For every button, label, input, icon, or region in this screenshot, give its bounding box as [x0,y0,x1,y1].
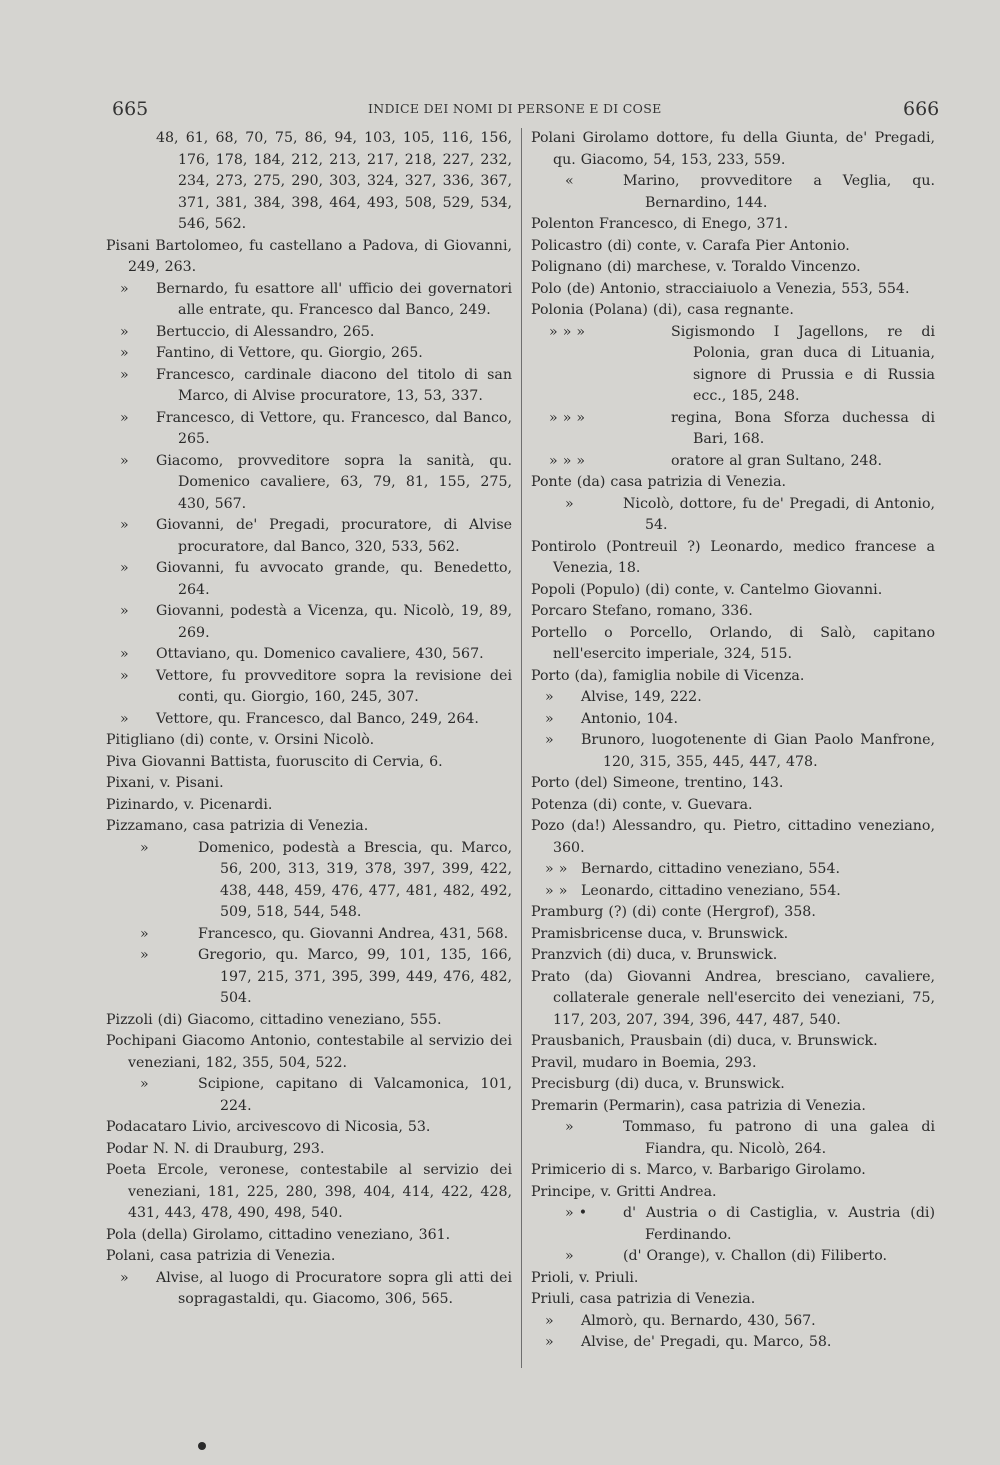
index-entry [106,924,512,946]
entry-text: Vettore, fu provveditore sopra la revisione dei conti, qu. Giorgio, 160, 245, 307. [156,667,512,705]
entry-text: Alvise, 149, 222. [581,689,702,705]
index-entry [106,709,512,731]
index-entry [531,408,935,451]
ditto-mark: » [565,1248,574,1264]
entry-text: Pramburg (?) (di) conte (Hergrof), 358. [531,904,816,920]
ditto-mark: » [120,710,129,727]
entry-text: Pizzamano, casa patrizia di Venezia. [106,818,369,834]
entry-text: Pontirolo (Pontreuil ?) Leonardo, medico francese a Venezia, 18. [531,538,935,576]
entry-text: Precisburg (di) duca, v. Brunswick. [531,1076,785,1092]
index-entry [531,1031,935,1053]
index-entry [106,408,512,451]
ditto-mark: » [545,710,554,727]
index-entry [106,1160,512,1225]
index-entry [531,451,935,473]
index-entry [531,322,935,408]
index-entry [106,451,512,516]
index-entry [106,1225,512,1247]
entry-text: Tommaso, fu patrono di una galea di Fiandra, qu. Nicolò, 264. [623,1119,935,1157]
ditto-mark: » [120,560,129,576]
entry-text: Piva Giovanni Battista, fuoruscito di Cervia, 6. [106,753,443,770]
entry-text: Policastro (di) conte, v. Carafa Pier Antonio. [531,237,850,254]
entry-text: Porto (da), famiglia nobile di Vicenza. [531,667,805,684]
entry-text: Portello o Porcello, Orlando, di Salò, capitano nell'esercito imperiale, 324, 515. [531,624,935,662]
index-entry [531,730,935,773]
index-entry [106,1117,512,1139]
entry-text: Vettore, qu. Francesco, dal Banco, 249, 264. [156,710,479,727]
entry-text: Alvise, de' Pregadi, qu. Marco, 58. [581,1334,832,1350]
index-entry [531,537,935,580]
index-entry [106,666,512,709]
entry-text: Polani Girolamo dottore, fu della Giunta, de' Pregadi, qu. Giacomo, 54, 153, 233, 559. [531,130,935,168]
index-entry [106,773,512,795]
ditto-mark: » [120,603,129,619]
index-entry [531,1182,935,1204]
index-entry [531,666,935,688]
entry-text: Leonardo, cittadino veneziano, 554. [581,882,841,899]
entry-text: Pizzoli (di) Giacomo, cittadino veneziano, 555. [106,1011,442,1028]
index-entry [531,859,935,881]
index-entry [531,257,935,279]
entry-text: Alvise, al luogo di Procuratore sopra gli atti dei sopragastaldi, qu. Giacomo, 306, 565. [156,1269,512,1307]
index-entry [106,795,512,817]
entry-text: regina, Bona Sforza duchessa di Bari, 168. [671,409,935,447]
index-entry [106,322,512,344]
index-entry [531,128,935,171]
entry-text: Almorò, qu. Bernardo, 430, 567. [581,1312,816,1329]
entry-text: Pravil, mudaro in Boemia, 293. [531,1054,757,1071]
index-entry [106,945,512,1010]
index-entry [106,128,512,236]
entry-text: Brunoro, luogotenente di Gian Paolo Manfrone, 120, 315, 355, 445, 447, 478. [581,732,935,770]
entry-text: Poeta Ercole, veronese, contestabile al servizio dei veneziani, 181, 225, 280, 398, 404, 414, 422, 428, 431, 443, 478, 490, 498, 540. [106,1162,512,1221]
index-entry [106,1139,512,1161]
ditto-mark: « [565,173,574,189]
entry-text: Pisani Bartolomeo, fu castellano a Padova, di Giovanni, 249, 263. [106,237,512,275]
entry-text: Giovanni, fu avvocato grande, qu. Benedetto, 264. [156,560,512,598]
index-entry [531,709,935,731]
index-entry [106,644,512,666]
index-entry [106,1031,512,1074]
right-index-column [531,128,935,1354]
index-entry [531,1289,935,1311]
entry-text: Sigismondo I Jagellons, re di Polonia, gran duca di Lituania, signore di Prussia e di Russia ecc., 185, 248. [671,323,935,404]
index-entry [531,1268,935,1290]
index-entry [531,1203,935,1246]
index-entry [531,300,935,322]
ditto-mark: » [545,1334,554,1350]
ditto-mark: » [140,839,149,856]
index-entry [531,1332,935,1354]
index-entry [531,1053,935,1075]
index-entry [531,1117,935,1160]
index-entry [531,773,935,795]
ditto-mark: » [545,689,554,705]
index-entry [106,1010,512,1032]
ditto-mark: » [140,947,149,963]
entry-text: Pozo (da!) Alessandro, qu. Pietro, cittadino veneziano, 360. [531,818,935,856]
entry-text: Prato (da) Giovanni Andrea, bresciano, cavaliere, collaterale generale nell'esercito dei veneziani, 75, 117, 203, 207, 394, 396, 447, 487, 540. [531,968,935,1028]
index-entry [531,967,935,1032]
entry-text: Bernardo, cittadino veneziano, 554. [581,861,840,877]
entry-text: Pizinardo, v. Picenardi. [106,796,273,813]
index-entry [531,924,935,946]
index-entry [531,214,935,236]
index-entry [531,494,935,537]
entry-text: oratore al gran Sultano, 248. [671,452,883,469]
ditto-mark: » [545,1312,554,1329]
index-entry [106,1246,512,1268]
index-entry [106,1074,512,1117]
entry-text: Potenza (di) conte, v. Guevara. [531,796,753,813]
entry-text: Francesco, di Vettore, qu. Francesco, dal Banco, 265. [156,409,512,447]
entry-text: Porcaro Stefano, romano, 336. [531,603,753,619]
column-divider [521,128,522,1368]
index-entry [531,580,935,602]
entry-text: d' Austria o di Castiglia, v. Austria (di) Ferdinando. [623,1205,935,1243]
left-index-column [106,128,512,1311]
index-entry [531,472,935,494]
ditto-mark: » [120,366,129,383]
ditto-mark: » [120,646,129,662]
index-entry [531,1074,935,1096]
entry-text: Popoli (Populo) (di) conte, v. Cantelmo Giovanni. [531,581,883,598]
entry-text: Polonia (Polana) (di), casa regnante. [531,302,794,318]
entry-text: Prioli, v. Priuli. [531,1269,639,1286]
index-entry [106,365,512,408]
index-entry [106,558,512,601]
entry-text: 48, 61, 68, 70, 75, 86, 94, 103, 105, 116, 156, 176, 178, 184, 212, 213, 217, 218, 227, 232, 234, 273, 275, 290, 303, 324, 327, 336, 367, 371, 381, 384, 398, 464, 493, 508, 529, 534, 546, 562. [156,130,512,232]
entry-text: Pixani, v. Pisani. [106,775,224,791]
ditto-mark: » » » [549,323,586,340]
entry-text: Podar N. N. di Drauburg, 293. [106,1140,325,1157]
entry-text: Ottaviano, qu. Domenico cavaliere, 430, 567. [156,646,484,662]
index-entry [106,1268,512,1311]
ditto-mark: » [140,1076,149,1092]
entry-text: Nicolò, dottore, fu de' Pregadi, di Antonio, 54. [623,495,935,533]
ditto-mark: » [120,452,129,469]
index-entry [531,279,935,301]
entry-text: Bernardo, fu esattore all' ufficio dei governatori alle entrate, qu. Francesco dal Banco, 249. [156,280,512,318]
index-entry [106,279,512,322]
index-entry [531,795,935,817]
right-page-number: 666 [903,98,940,120]
ditto-mark: » » » [549,409,586,426]
entry-text: Domenico, podestà a Brescia, qu. Marco, 56, 200, 313, 319, 378, 397, 399, 422, 438, 448, 459, 476, 477, 481, 482, 492, 509, 518, 544, 548. [198,839,512,920]
entry-text: Pranzvich (di) duca, v. Brunswick. [531,947,778,963]
index-entry [531,687,935,709]
index-entry [106,601,512,644]
index-entry [106,816,512,838]
ditto-mark: » [120,1269,129,1286]
entry-text: Premarin (Permarin), casa patrizia di Venezia. [531,1097,866,1114]
ditto-mark: » [120,280,129,297]
entry-text: Prausbanich, Prausbain (di) duca, v. Brunswick. [531,1033,878,1049]
ditto-mark: » » [545,861,568,877]
entry-text: Antonio, 104. [581,710,678,727]
ditto-mark: » » » [549,452,586,469]
entry-text: Primicerio di s. Marco, v. Barbarigo Girolamo. [531,1162,866,1178]
entry-text: Bertuccio, di Alessandro, 265. [156,323,375,340]
entry-text: Polani, casa patrizia di Venezia. [106,1248,336,1264]
entry-text: Giovanni, podestà a Vicenza, qu. Nicolò, 19, 89, 269. [156,603,512,641]
ditto-mark: » [140,925,149,942]
index-entry [106,752,512,774]
index-entry [531,171,935,214]
ditto-mark: » [565,495,574,512]
index-entry [531,623,935,666]
entry-text: Fantino, di Vettore, qu. Giorgio, 265. [156,345,423,361]
entry-text: Priuli, casa patrizia di Venezia. [531,1291,756,1307]
entry-text: Pola (della) Girolamo, cittadino veneziano, 361. [106,1226,451,1243]
index-entry [531,236,935,258]
entry-text: Giovanni, de' Pregadi, procuratore, di Alvise procuratore, dal Banco, 320, 533, 562. [156,517,512,555]
ditto-mark: » [120,345,129,361]
ditto-mark: » » [545,882,568,899]
ditto-mark: » [120,323,129,340]
index-entry [531,816,935,859]
ditto-mark: » • [565,1205,588,1221]
entry-text: Francesco, qu. Giovanni Andrea, 431, 568. [198,925,509,942]
entry-text: Principe, v. Gritti Andrea. [531,1183,717,1200]
index-entry [106,236,512,279]
entry-text: Pramisbricense duca, v. Brunswick. [531,925,789,942]
index-entry [531,881,935,903]
ditto-mark: » [120,667,129,684]
entry-text: Polo (de) Antonio, stracciaiuolo a Venezia, 553, 554. [531,280,910,297]
entry-text: Pochipani Giacomo Antonio, contestabile al servizio dei veneziani, 182, 355, 504, 522. [106,1033,512,1071]
index-entry [106,343,512,365]
entry-text: Francesco, cardinale diacono del titolo di san Marco, di Alvise procuratore, 13, 53, 337. [156,366,512,404]
index-entry [531,601,935,623]
entry-text: Marino, provveditore a Veglia, qu. Bernardino, 144. [623,173,935,211]
index-entry [106,838,512,924]
entry-text: Polenton Francesco, di Enego, 371. [531,216,789,232]
entry-text: Scipione, capitano di Valcamonica, 101, 224. [198,1076,512,1114]
index-entry [531,902,935,924]
left-page-number: 665 [112,98,149,120]
running-header: INDICE DEI NOMI DI PERSONE E DI COSE [368,101,662,116]
entry-text: Polignano (di) marchese, v. Toraldo Vincenzo. [531,259,861,275]
index-entry [531,945,935,967]
entry-text: Porto (del) Simeone, trentino, 143. [531,775,784,791]
index-entry [531,1096,935,1118]
index-entry [531,1246,935,1268]
entry-text: (d' Orange), v. Challon (di) Filiberto. [623,1248,888,1264]
index-entry [106,515,512,558]
ditto-mark: » [120,409,129,426]
entry-text: Pitigliano (di) conte, v. Orsini Nicolò. [106,732,375,748]
entry-text: Gregorio, qu. Marco, 99, 101, 135, 166, 197, 215, 371, 395, 399, 449, 476, 482, 504. [198,947,512,1006]
ditto-mark: » [120,517,129,533]
index-entry [106,730,512,752]
entry-text: Ponte (da) casa patrizia di Venezia. [531,474,787,490]
ink-dot-mark [198,1442,206,1450]
entry-text: Giacomo, provveditore sopra la sanità, qu. Domenico cavaliere, 63, 79, 81, 155, 275, 430, 567. [156,452,512,512]
ditto-mark: » [545,732,554,748]
index-entry [531,1160,935,1182]
ditto-mark: » [565,1119,574,1135]
index-entry [531,1311,935,1333]
entry-text: Podacataro Livio, arcivescovo di Nicosia, 53. [106,1119,431,1135]
